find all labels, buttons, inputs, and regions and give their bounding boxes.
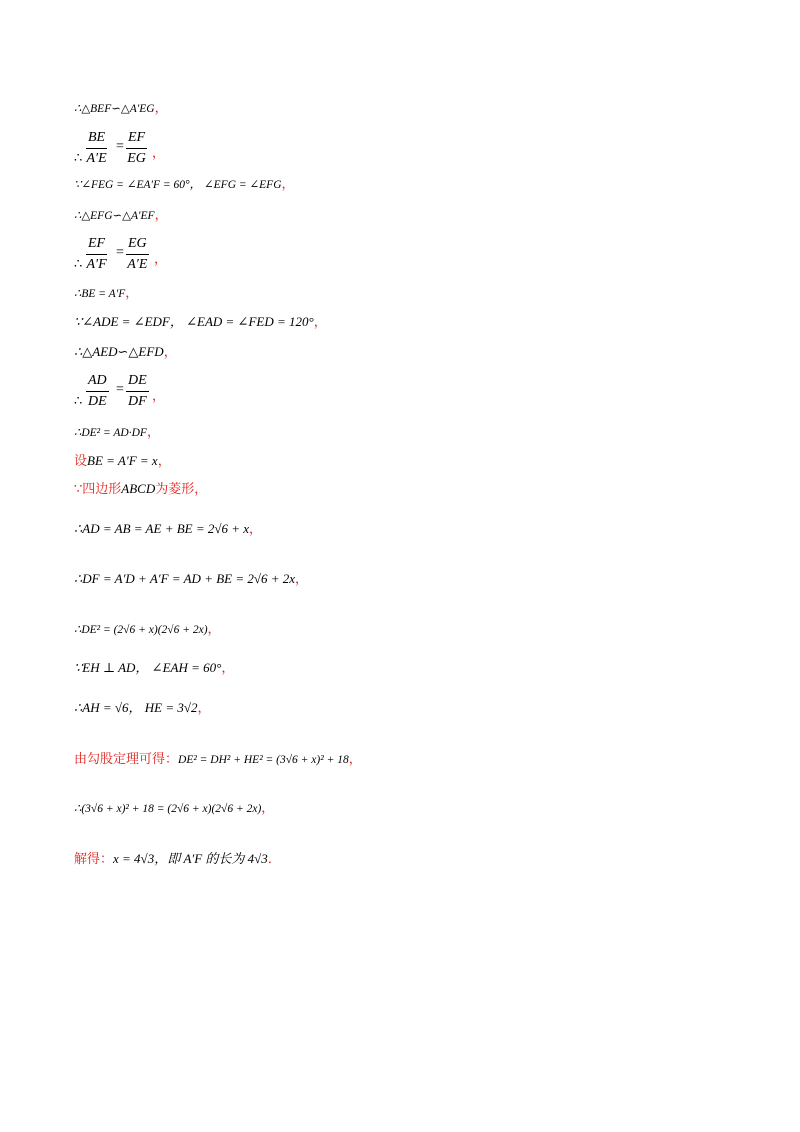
equals-sign: = — [116, 139, 124, 154]
proof-line — [74, 314, 327, 331]
red-prefix: 设 — [74, 454, 88, 469]
proof-line — [74, 100, 168, 117]
fraction-numerator: EF — [126, 128, 147, 149]
proof-line — [74, 851, 281, 868]
fraction-left — [86, 128, 107, 169]
equals-sign: = — [116, 382, 124, 397]
proof-line — [74, 700, 211, 717]
proof-line — [74, 571, 308, 588]
fraction-numerator: EF — [86, 234, 107, 255]
red-suffix: 为菱形， — [155, 482, 208, 497]
fraction-numerator: DE — [126, 371, 149, 392]
fraction-right — [126, 371, 149, 412]
red-prefix: ∵四边形 — [74, 482, 122, 497]
math-expression: ∴△EFG∽△A′EF — [74, 210, 155, 222]
math-expression: ∴AD = AB = AE + BE = 2√6 + x — [74, 521, 250, 536]
proof-line — [74, 660, 234, 677]
math-expression: ∴DE² = (2√6 + x)(2√6 + 2x) — [74, 624, 208, 636]
red-prefix: 由勾股定理可得： — [74, 752, 179, 767]
punctuation: ， — [281, 177, 295, 192]
proof-line — [74, 176, 295, 193]
proof-fraction-line — [74, 128, 194, 172]
math-expression: BE = A′F = x — [87, 453, 158, 468]
proof-line — [74, 344, 177, 361]
math-expression: ∴AH = √6， HE = 3√2 — [74, 700, 198, 715]
math-expression: ABCD — [121, 481, 156, 496]
math-expression: ∴△BEF∽△A′EG — [74, 103, 155, 115]
proof-line — [74, 285, 138, 302]
fraction-right — [126, 234, 149, 275]
proof-line — [74, 424, 160, 441]
proof-line — [74, 521, 262, 538]
punctuation: ， — [154, 251, 168, 266]
fraction-denominator: A′E — [127, 257, 148, 272]
fraction-denominator: DE — [88, 394, 107, 409]
punctuation: ， — [154, 101, 168, 116]
proof-line — [74, 800, 274, 817]
fraction-numerator: EG — [126, 234, 149, 255]
fraction-left — [86, 234, 107, 275]
fraction-left — [86, 371, 109, 412]
math-expression: ∴△AED∽△EFD — [74, 344, 164, 359]
punctuation: ， — [249, 522, 263, 537]
proof-line — [74, 453, 171, 470]
math-expression: ∴DE² = AD·DF — [74, 427, 147, 439]
punctuation: ， — [221, 661, 235, 676]
math-expression: DE² = DH² + HE² = (3√6 + x)² + 18 — [178, 754, 349, 766]
proof-line — [74, 751, 362, 768]
punctuation: ， — [152, 388, 166, 403]
punctuation: ， — [207, 622, 221, 637]
therefore-symbol: ∴ — [74, 393, 83, 408]
therefore-symbol: ∴ — [74, 256, 83, 271]
proof-line — [74, 621, 221, 638]
punctuation: ， — [348, 752, 362, 767]
fraction-denominator: A′E — [86, 151, 107, 166]
fraction-denominator: DF — [128, 394, 147, 409]
punctuation: ， — [125, 286, 139, 301]
math-expression: ∴BE = A′F — [74, 288, 126, 300]
punctuation: ， — [197, 701, 211, 716]
fraction-denominator: EG — [127, 151, 146, 166]
punctuation: ， — [157, 454, 171, 469]
math-expression: x = 4√3，即 A′F 的长为 4√3 — [113, 851, 268, 866]
punctuation: ， — [152, 145, 166, 160]
math-expression: ∵∠FEG = ∠EA′F = 60°， ∠EFG = ∠EFG — [74, 179, 282, 191]
proof-line — [74, 207, 168, 224]
punctuation: ， — [295, 572, 309, 587]
math-expression: ∵EH ⊥ AD， ∠EAH = 60° — [74, 660, 222, 675]
punctuation: ， — [154, 208, 168, 223]
red-prefix: 解得： — [74, 852, 114, 867]
punctuation: ， — [313, 315, 327, 330]
math-expression: ∴DF = A′D + A′F = AD + BE = 2√6 + 2x — [74, 571, 296, 586]
fraction-numerator: AD — [86, 371, 109, 392]
punctuation: ， — [163, 345, 177, 360]
math-expression: ∵∠ADE = ∠EDF， ∠EAD = ∠FED = 120° — [74, 314, 314, 329]
fraction-denominator: A′F — [86, 257, 107, 272]
proof-fraction-line — [74, 371, 194, 415]
fraction-numerator: BE — [86, 128, 107, 149]
proof-line — [74, 481, 207, 498]
proof-fraction-line — [74, 234, 194, 278]
equals-sign: = — [116, 245, 124, 260]
punctuation: ． — [267, 852, 281, 867]
therefore-symbol: ∴ — [74, 150, 83, 165]
fraction-right — [126, 128, 147, 169]
punctuation: ， — [261, 801, 275, 816]
math-expression: ∴(3√6 + x)² + 18 = (2√6 + x)(2√6 + 2x) — [74, 803, 262, 815]
punctuation: ， — [146, 425, 160, 440]
